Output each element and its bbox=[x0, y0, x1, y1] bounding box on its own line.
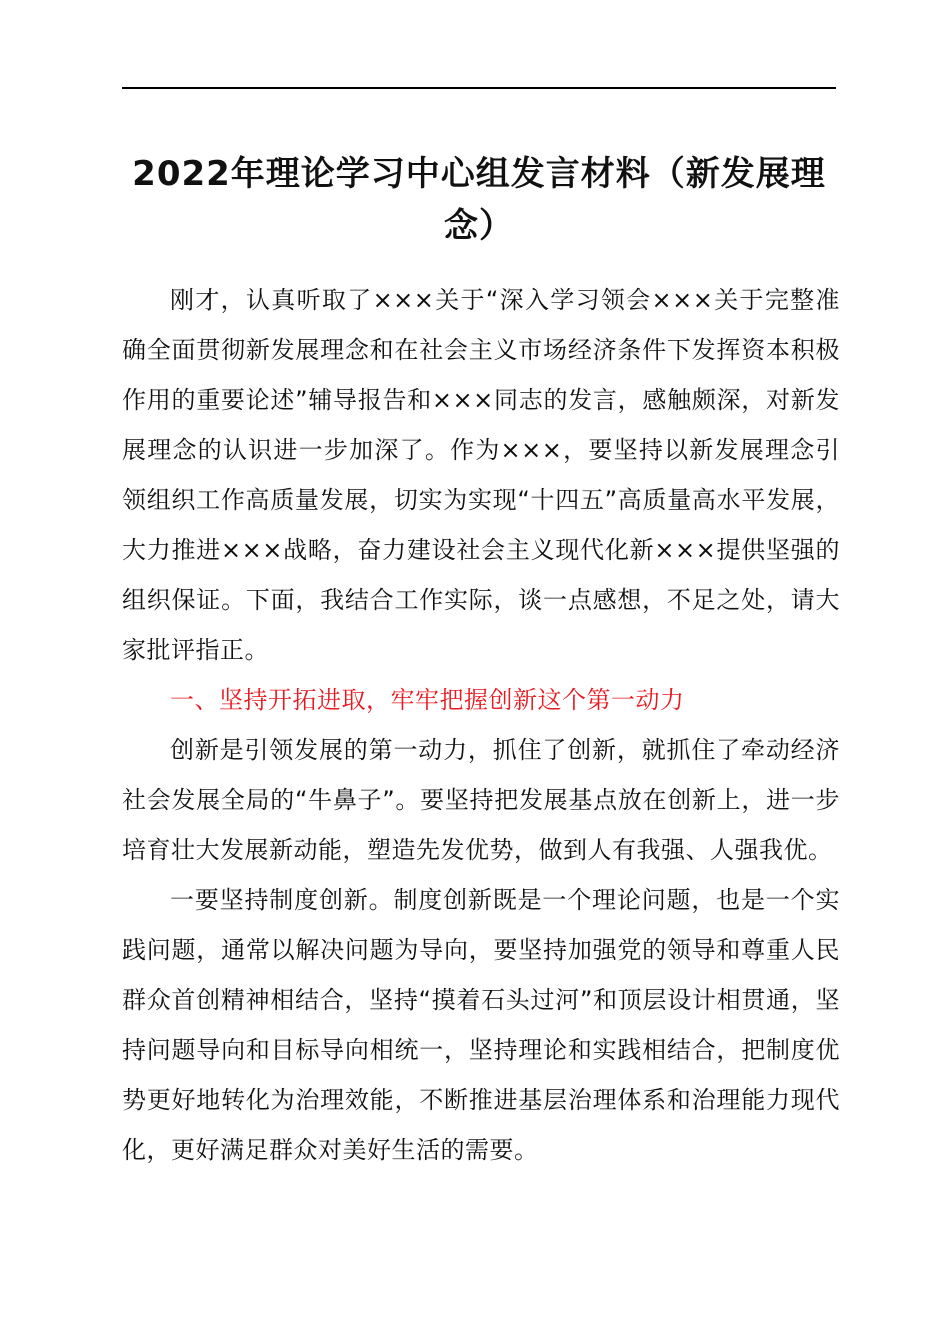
institutional-innovation-paragraph: 一要坚持制度创新。制度创新既是一个理论问题，也是一个实践问题，通常以解决问题为导向，要坚持加强党的领导和尊重人民群众首创精神相结合，坚持“摸着石头过河”和顶层设计相贯通，坚持问题导向和目标导向相统一，坚持理论和实践相结合，把制度优势更好地转化为治理效能，不断推进基层治理体系和治理能力现代化，更好满足群众对美好生活的需要。 bbox=[122, 886, 840, 1164]
document-title: 2022年理论学习中心组发言材料（新发展理念） bbox=[132, 154, 826, 246]
header-rule bbox=[122, 87, 836, 89]
section-1-paragraph: 创新是引领发展的第一动力，抓住了创新，就抓住了牵动经济社会发展全局的“牛鼻子”。要坚持把发展基点放在创新上，进一步培育壮大发展新动能，塑造先发优势，做到人有我强、人强我优。 bbox=[122, 736, 840, 864]
document-body bbox=[122, 275, 840, 1175]
section-heading-1: 一、坚持开拓进取，牢牢把握创新这个第一动力 bbox=[170, 686, 685, 714]
intro-paragraph: 刚才，认真听取了×××关于“深入学习领会×××关于完整准确全面贯彻新发展理念和在社会主义市场经济条件下发挥资本积极作用的重要论述”辅导报告和×××同志的发言，感触颇深，对新发展理念的认识进一步加深了。作为×××，要坚持以新发展理念引领组织工作高质量发展，切实为实现“十四五”高质量高水平发展，大力推进×××战略，奋力建设社会主义现代化新×××提供坚强的组织保证。下面，我结合工作实际，谈一点感想，不足之处，请大家批评指正。 bbox=[122, 286, 840, 664]
